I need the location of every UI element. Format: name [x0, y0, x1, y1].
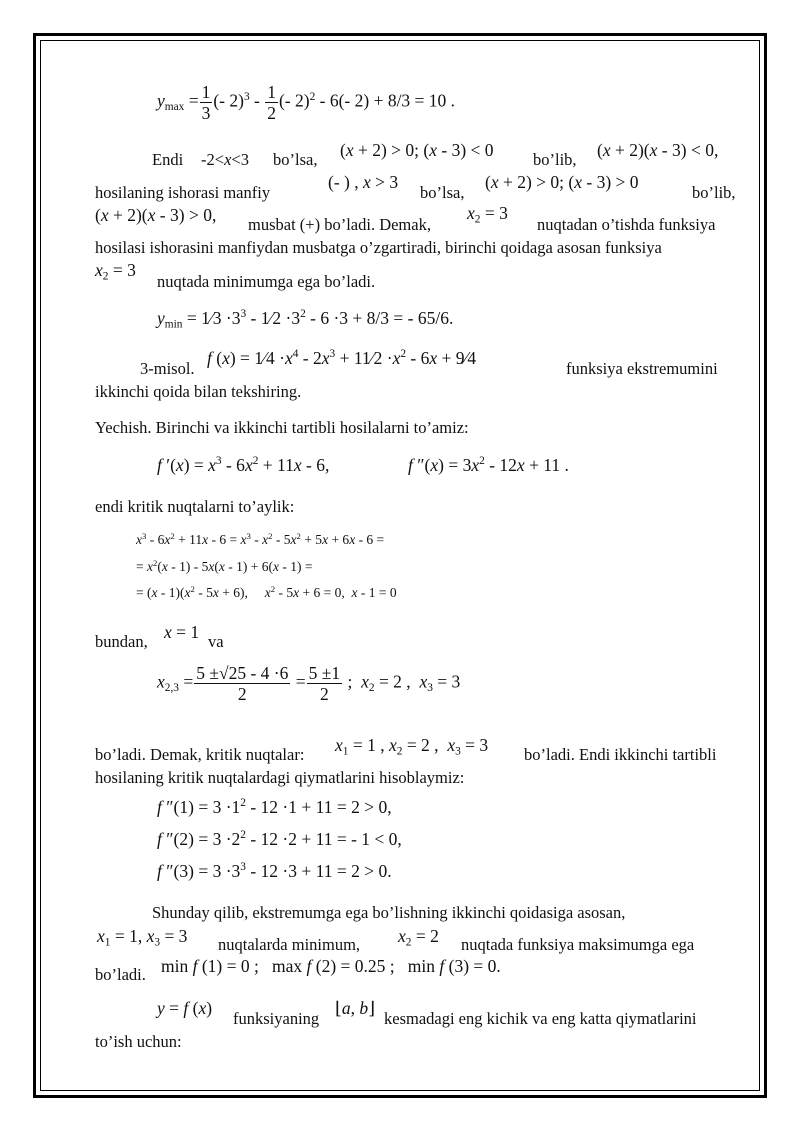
check-f3: f $''(3) = 3 \cdot 3^3 - 12 \cdot 3 + 11 = 2 > 0$.	[157, 861, 392, 881]
text-minimum: nuqtada minimumga ega bo’ladi.	[157, 272, 376, 291]
critical-points: $x_1 = 1$ , $x_2 = 2$ , $x_3 = 3$	[335, 735, 489, 758]
first-derivative: f $'(x) = x^3 - 6x^2 + 11x - 6$,	[157, 455, 330, 475]
text-va: va	[208, 632, 224, 651]
factor-line-1: $x^3 - 6x^2 + 11x - 6 = x^3 - x^2 - 5x^2 + 5x + 6x - 6$ =	[136, 530, 385, 547]
text-bolib: bo’lib,	[533, 150, 577, 169]
text-line4: hosilasi ishorasini manfiydan musbatga o’zgartiradi, birinchi qoidaga asosan funksiya	[95, 238, 662, 257]
text-endi3: bo’ladi. Endi ikkinchi tartibli	[524, 745, 717, 764]
text-shunday: Shunday qilib, ekstremumga ega bo’lishning ikkinchi qoidasiga asosan,	[152, 903, 626, 922]
text-endi2: endi kritik nuqtalarni to’aylik:	[95, 497, 295, 516]
y-equals-fx: y = f (x)	[157, 998, 213, 1018]
x1-x3: $x_1 = 1$, $x_3 = 3$	[97, 926, 188, 949]
x2-equals-2: $x_2 = 2$	[398, 926, 439, 949]
x2-equals-3: $x_2 = 3$	[467, 203, 508, 226]
extreme-values: min f (1) = 0 ; max f (2) = 0.25 ; min f (3) = 0.	[161, 956, 501, 976]
text-boladi2: bo’ladi.	[95, 965, 146, 984]
x-equals-1: x = 1	[164, 622, 200, 642]
text-bolsa: bo’lsa,	[273, 150, 318, 169]
ymin-equation: $y_{min}$ = 1⁄3 $\cdot 3^3$ - 1⁄2 $\cdot 3^2 - 6 \cdot 3 + 8/3$ = - 65/6.	[157, 308, 454, 331]
text-nuqtadan: nuqtadan o’tishda funksiya	[537, 215, 716, 234]
text-endi: Endi	[152, 150, 184, 169]
text-bolib2: bo’lib,	[692, 183, 736, 202]
text-interval: -2<x<3	[201, 150, 249, 169]
check-f1: f $''(1) = 3 \cdot 1^2 - 12 \cdot 1 + 11 = 2 > 0$,	[157, 797, 392, 817]
inequality-4: (x + 2)(x - 3) > 0,	[95, 205, 217, 225]
text-kesmadagi: kesmadagi eng kichik va eng katta qiymatlarini	[384, 1009, 697, 1028]
text-boladi: bo’ladi. Demak, kritik nuqtalar:	[95, 745, 305, 764]
text-funksiyaning: funksiyaning	[233, 1009, 320, 1028]
text-nuqtalarda: nuqtalarda minimum,	[218, 935, 361, 954]
interval-ab: ⌊a, b⌋	[335, 998, 375, 1018]
text-musbat: musbat (+) bo’ladi. Demak,	[248, 215, 431, 234]
text-hosilaning: hosilaning ishorasi manfiy	[95, 183, 271, 202]
text-toish: to’ish uchun:	[95, 1032, 182, 1051]
ymax-equation: $y_{max}$ = $\frac{1}{3}$ (- 2)$^3$ - $\frac{1}{2}$ (- 2)$^2$ - 6(- 2) + 8/3 = 10 .	[157, 82, 456, 124]
text-ekstremum: funksiya ekstremumini	[566, 359, 718, 378]
roots-equation: $x_{2,3}$ = $\frac{5 \pm√25 - 4 \cdot 6}{2}$ = $\frac{5 \pm 1}{2}$ ; $x_2 = 2$ , $x_3 = 3$	[157, 663, 461, 705]
factor-line-3: = $(x - 1)(x^2 - 5x + 6)$, $x^2 - 5x + 6 = 0$, x - 1 = 0	[136, 583, 397, 600]
inequality-1: (x + 2) > 0; (x - 3) < 0	[340, 140, 494, 160]
inequality-2: (x + 2)(x - 3) < 0,	[597, 140, 719, 160]
second-derivative: f $''(x) = 3x^2 - 12x + 11$ .	[408, 455, 569, 475]
text-misol: 3-misol.	[140, 359, 195, 378]
inequality-3: (x + 2) > 0; (x - 3) > 0	[485, 172, 639, 192]
text-bolsa2: bo’lsa,	[420, 183, 465, 202]
text-maksimum: nuqtada funksiya maksimumga ega	[461, 935, 695, 954]
check-f2: f $''(2) = 3 \cdot 2^2 - 12 \cdot 2 + 11$ = - 1 < 0,	[157, 829, 402, 849]
text-hosilaning2: hosilaning kritik nuqtalardagi qiymatlarini hisoblaymiz:	[95, 768, 465, 787]
text-bundan: bundan,	[95, 632, 148, 651]
text-ikkinchi: ikkinchi qoida bilan tekshiring.	[95, 382, 302, 401]
text-yechish: Yechish. Birinchi va ikkinchi tartibli hosilalarni to’amiz:	[95, 418, 469, 437]
f-definition: f (x) = 1⁄4 $\cdot x^4 - 2x^3$ + 11⁄2 $\cdot x^2 - 6x$ + 9⁄4	[207, 348, 477, 368]
x2-equals-3-b: $x_2 = 3$	[95, 260, 136, 283]
factor-line-2: = $x^2(x - 1) - 5x(x - 1) + 6(x - 1)$ =	[136, 557, 313, 574]
sign-minus: (- ) , x > 3	[328, 172, 399, 192]
